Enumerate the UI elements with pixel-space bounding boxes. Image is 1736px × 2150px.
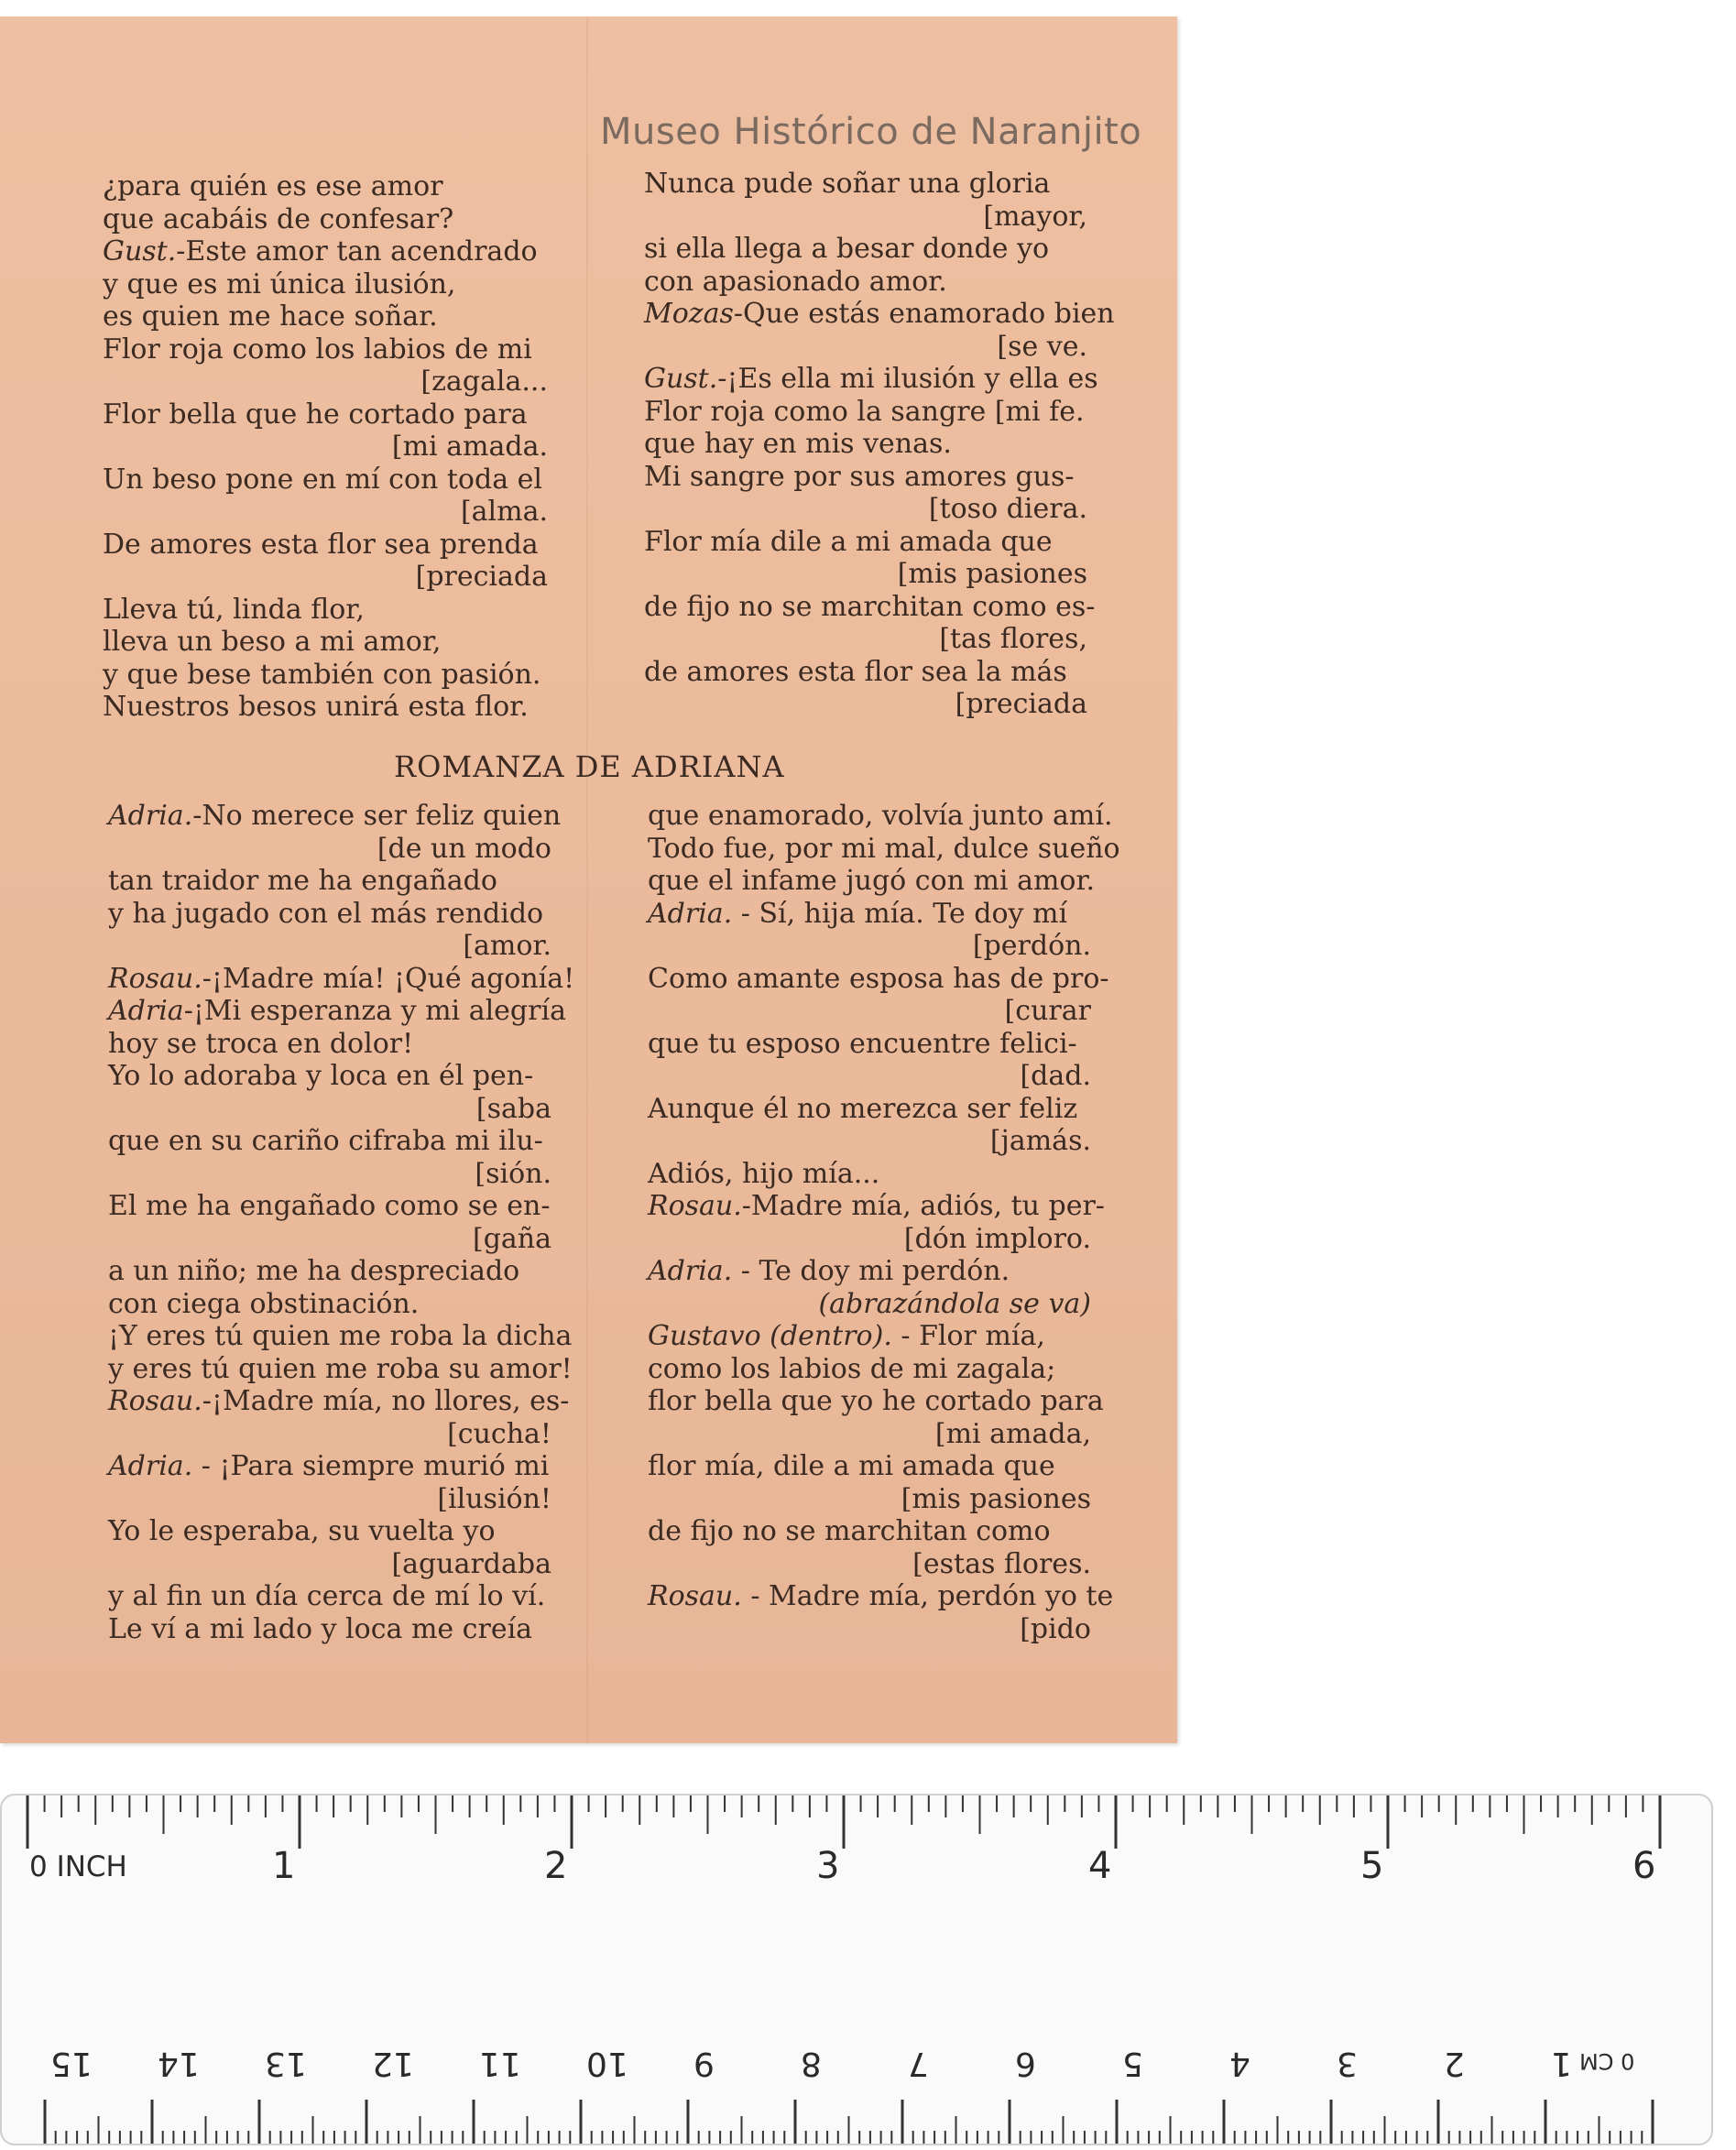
cm-number: 10 <box>586 2045 628 2082</box>
line-text: es quien me hace soñar. <box>103 300 438 333</box>
cm-number: 7 <box>908 2045 929 2082</box>
cm-number: 11 <box>479 2045 521 2082</box>
text-line <box>108 1515 551 1548</box>
line-text: [perdón. <box>972 930 1091 962</box>
text-line <box>644 656 1087 689</box>
speaker-name: Gust. <box>644 363 718 395</box>
watermark: Museo Histórico de Naranjito <box>600 111 1142 153</box>
line-text: a un niño; me ha despreciado <box>108 1255 520 1287</box>
text-line <box>108 1352 573 1386</box>
cm-number: 8 <box>801 2045 822 2082</box>
text-line <box>103 529 548 562</box>
text-line <box>648 865 1096 898</box>
line-text: y eres tú quien me roba su amor! <box>108 1352 573 1385</box>
line-text: Flor roja como la sangre [mi fe. <box>644 395 1085 428</box>
line-text: Nuestros besos unirá esta flor. <box>103 691 529 723</box>
line-text: [preciada <box>415 561 548 593</box>
line-text: [aguardaba <box>391 1547 551 1580</box>
text-line <box>108 962 575 996</box>
text-line <box>644 590 1096 624</box>
text-line <box>648 1450 1091 1483</box>
text-line <box>648 800 1113 833</box>
text-line <box>648 1418 1091 1451</box>
line-text: Flor bella que he cortado para <box>103 398 528 431</box>
line-text: - Madre mía, perdón yo te <box>741 1580 1114 1612</box>
line-text: [alma. <box>460 496 548 528</box>
line-text: [mis pasiones <box>901 1482 1091 1515</box>
text-line <box>648 1515 1091 1548</box>
text-line <box>103 366 548 398</box>
text-line <box>644 201 1087 234</box>
text-line <box>103 431 548 464</box>
line-text: [preciada <box>955 688 1087 720</box>
text-line <box>108 898 551 931</box>
line-text: Mi sangre por sus amores gus- <box>644 460 1075 493</box>
text-line <box>644 266 1087 299</box>
text-line <box>648 995 1091 1028</box>
line-text: [mi amada. <box>391 431 548 463</box>
text-line <box>648 1093 1091 1126</box>
ruler <box>0 1794 1713 2145</box>
text-line <box>108 1320 573 1353</box>
text-line <box>644 623 1087 656</box>
cm-number: 4 <box>1229 2045 1250 2082</box>
line-text: flor bella que yo he cortado para <box>648 1385 1104 1417</box>
cm-number: 3 <box>1337 2045 1358 2082</box>
line-text: si ella llega a besar donde yo <box>644 233 1050 265</box>
text-line <box>108 930 551 963</box>
line-text: [pido <box>1020 1612 1091 1645</box>
line-text: -Este amor tan acendrado <box>176 235 538 267</box>
speaker-name: Rosau. <box>108 1385 202 1417</box>
line-text: [ilusión! <box>437 1482 551 1515</box>
cm-label: 0 CM <box>1579 2048 1635 2074</box>
inch-label: 0 INCH <box>29 1850 127 1883</box>
text-line <box>103 691 548 724</box>
line-text: que acabáis de confesar? <box>103 202 454 235</box>
line-text: que tu esposo encuentre felici- <box>648 1027 1077 1060</box>
text-line <box>648 1385 1104 1418</box>
text-line <box>648 832 1120 866</box>
line-text: [mi amada, <box>934 1417 1091 1450</box>
inch-number: 2 <box>544 1845 568 1887</box>
ruler-ticks <box>2 1795 1713 2145</box>
text-line <box>108 865 551 898</box>
text-line <box>108 800 562 833</box>
line-text: [saba <box>475 1092 551 1125</box>
text-line <box>103 203 548 236</box>
line-text: [dón imploro. <box>903 1222 1091 1255</box>
line-text: y que es mi única ilusión, <box>103 267 456 300</box>
line-text: Aunque él no merezca ser feliz <box>648 1092 1078 1125</box>
line-text: Nunca pude soñar una gloria <box>644 168 1051 200</box>
text-line <box>648 930 1091 963</box>
line-text: flor mía, dile a mi amada que <box>648 1450 1055 1482</box>
text-line <box>644 363 1098 396</box>
speaker-name: Adria. <box>108 1450 193 1482</box>
line-text: lleva un beso a mi amor, <box>103 626 442 658</box>
text-line <box>648 1548 1091 1581</box>
document-page <box>0 16 1177 1743</box>
line-text: [amor. <box>463 930 551 962</box>
line-text: que enamorado, volvía junto amí. <box>648 800 1113 832</box>
line-text: Lleva tú, linda flor, <box>103 593 365 626</box>
line-text: Todo fue, por mi mal, dulce sueño <box>648 832 1120 865</box>
line-text: -¡Madre mía! ¡Qué agonía! <box>202 962 575 995</box>
line-text: [mis pasiones <box>897 558 1087 590</box>
text-line <box>108 1028 551 1061</box>
text-line <box>103 300 548 333</box>
line-text: Como amante esposa has de pro- <box>648 962 1109 995</box>
line-text: ¿para quién es ese amor <box>103 170 443 202</box>
speaker-name: Mozas <box>644 298 734 330</box>
line-text: y ha jugado con el más rendido <box>108 897 544 930</box>
cm-number: 9 <box>693 2045 715 2082</box>
cm-number: 12 <box>372 2045 414 2082</box>
line-text: de amores esta flor sea la más <box>644 655 1067 688</box>
line-text: que hay en mis venas. <box>644 428 952 460</box>
inch-number: 5 <box>1360 1845 1384 1887</box>
line-text: [dad. <box>1020 1060 1091 1092</box>
line-text: [jamás. <box>989 1125 1091 1157</box>
text-line <box>644 298 1115 331</box>
line-text: Un beso pone en mí con toda el <box>103 463 542 496</box>
inch-number: 3 <box>816 1845 840 1887</box>
text-line <box>644 493 1087 526</box>
text-line <box>108 1613 551 1646</box>
line-text: -¡Mi esperanza y mi alegría <box>183 995 566 1027</box>
text-line <box>108 1418 551 1451</box>
text-column-4 <box>648 800 1120 1645</box>
text-line <box>108 1190 551 1223</box>
line-text: Le ví a mi lado y loca me creía <box>108 1612 533 1645</box>
line-text: de fijo no se marchitan como es- <box>644 590 1096 623</box>
text-line <box>103 464 548 497</box>
line-text: [estas flores. <box>912 1547 1091 1580</box>
text-line <box>108 1385 570 1418</box>
text-line <box>648 1190 1105 1223</box>
line-text: Yo le esperaba, su vuelta yo <box>108 1515 496 1547</box>
section-heading: ROMANZA DE ADRIANA <box>394 749 785 784</box>
text-line <box>644 233 1087 266</box>
line-text: [toso diera. <box>928 493 1087 525</box>
text-line <box>648 1028 1091 1061</box>
speaker-name: Adria <box>108 995 184 1027</box>
cm-number: 13 <box>265 2045 307 2082</box>
text-line <box>648 1320 1091 1353</box>
text-line <box>103 496 548 529</box>
speaker-name: Gust. <box>103 235 177 267</box>
text-line <box>108 1093 551 1126</box>
line-text: Adiós, hijo mía... <box>648 1157 880 1190</box>
text-line <box>648 1353 1091 1386</box>
line-text: ¡Y eres tú quien me roba la dicha <box>108 1320 573 1352</box>
text-line <box>108 1450 551 1483</box>
text-line <box>103 268 548 301</box>
text-line <box>644 331 1087 364</box>
text-column-2 <box>644 168 1115 721</box>
line-text: [curar <box>1004 995 1091 1027</box>
speaker-name: Adria. <box>648 1255 733 1287</box>
line-text: De amores esta flor sea prenda <box>103 528 539 561</box>
text-line <box>648 1158 1091 1191</box>
text-line <box>644 526 1087 559</box>
line-text: que el infame jugó con mi amor. <box>648 865 1096 897</box>
text-line <box>644 461 1087 494</box>
text-line <box>108 1060 551 1093</box>
cm-number: 1 <box>1551 2045 1572 2082</box>
speaker-name: Adria. <box>108 800 193 832</box>
line-text: -Madre mía, adiós, tu per- <box>741 1190 1105 1222</box>
text-line <box>108 833 551 866</box>
text-line <box>108 1255 551 1288</box>
text-line <box>644 688 1087 721</box>
line-text: [zagala... <box>420 366 548 398</box>
text-line <box>648 1255 1091 1288</box>
cm-number: 2 <box>1444 2045 1465 2082</box>
line-text: con apasionado amor. <box>644 265 947 298</box>
line-text: Flor roja como los labios de mi <box>103 333 532 366</box>
line-text: con ciega obstinación. <box>108 1287 420 1320</box>
text-line <box>648 1125 1091 1158</box>
text-line <box>108 1580 551 1613</box>
text-line <box>103 659 548 692</box>
line-text: que en su cariño cifraba mi ilu- <box>108 1125 543 1157</box>
text-line <box>108 1548 551 1581</box>
text-line <box>648 1060 1091 1093</box>
line-text: - Flor mía, <box>891 1320 1045 1352</box>
line-text: (abrazándola se va) <box>818 1287 1091 1320</box>
text-line <box>103 333 548 366</box>
text-line <box>644 168 1087 201</box>
line-text: -No merece ser feliz quien <box>192 800 562 832</box>
line-text: tan traidor me ha engañado <box>108 865 497 897</box>
text-line <box>103 594 548 627</box>
cm-number: 5 <box>1122 2045 1143 2082</box>
text-line <box>108 1288 551 1321</box>
line-text: - Sí, hija mía. Te doy mí <box>732 897 1068 930</box>
line-text: hoy se troca en dolor! <box>108 1027 414 1060</box>
text-line <box>648 1613 1091 1646</box>
inch-number: 1 <box>272 1845 296 1887</box>
text-line <box>103 561 548 594</box>
text-line <box>108 1125 551 1158</box>
text-line <box>103 398 548 431</box>
text-line <box>648 898 1091 931</box>
line-text: - ¡Para siempre murió mi <box>192 1450 550 1482</box>
text-line <box>103 626 548 659</box>
text-line <box>644 558 1087 591</box>
speaker-name: Rosau. <box>648 1580 742 1612</box>
text-line <box>103 235 548 268</box>
line-text: Yo lo adoraba y loca en él pen- <box>108 1060 534 1092</box>
line-text: -¡Madre mía, no llores, es- <box>202 1385 570 1417</box>
line-text: -Que estás enamorado bien <box>733 298 1115 330</box>
text-line <box>648 1223 1091 1256</box>
text-line <box>644 396 1087 429</box>
line-text: [cucha! <box>447 1417 551 1450</box>
line-text: y que bese también con pasión. <box>103 658 541 691</box>
line-text: [gaña <box>472 1222 551 1255</box>
text-line <box>648 1288 1091 1321</box>
text-line <box>108 1158 551 1191</box>
speaker-name: Rosau. <box>108 962 202 995</box>
line-text: -¡Es ella mi ilusión y ella es <box>717 363 1098 395</box>
text-line <box>648 962 1109 996</box>
text-line <box>648 1580 1114 1613</box>
line-text: de fijo no se marchitan como <box>648 1515 1051 1547</box>
line-text: y al fin un día cerca de mí lo ví. <box>108 1580 546 1612</box>
text-column-1 <box>103 170 548 724</box>
text-line <box>108 1483 551 1516</box>
inch-number: 4 <box>1088 1845 1112 1887</box>
cm-number: 14 <box>158 2045 200 2082</box>
text-line <box>648 1483 1091 1516</box>
line-text: [de un modo <box>377 832 551 865</box>
inch-number: 6 <box>1632 1845 1656 1887</box>
line-text: [tas flores, <box>939 623 1087 655</box>
text-line <box>108 995 566 1028</box>
speaker-name: Gustavo (dentro). <box>648 1320 892 1352</box>
text-line <box>644 428 1087 461</box>
line-text: Flor mía dile a mi amada que <box>644 525 1053 558</box>
line-text: [sión. <box>475 1157 551 1190</box>
line-text: - Te doy mi perdón. <box>732 1255 1010 1287</box>
cm-number: 15 <box>50 2045 93 2082</box>
text-line <box>108 1223 551 1256</box>
text-line <box>103 170 548 203</box>
line-text: [se ve. <box>997 330 1087 363</box>
line-text: como los labios de mi zagala; <box>648 1352 1056 1385</box>
cm-number: 6 <box>1015 2045 1036 2082</box>
line-text: El me ha engañado como se en- <box>108 1190 551 1222</box>
speaker-name: Adria. <box>648 897 733 930</box>
text-column-3 <box>108 800 575 1645</box>
speaker-name: Rosau. <box>648 1190 742 1222</box>
line-text: [mayor, <box>983 200 1087 233</box>
